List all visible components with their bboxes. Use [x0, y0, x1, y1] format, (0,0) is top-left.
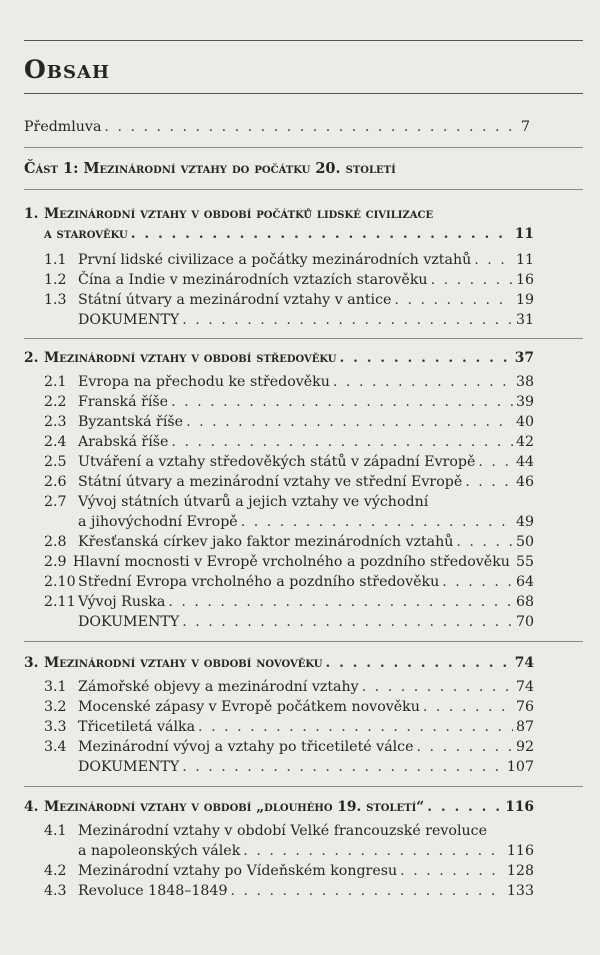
leader-dots — [104, 117, 518, 137]
entry-page: 16 — [515, 272, 534, 288]
leader-dots — [417, 737, 513, 757]
toc-entry[interactable] — [44, 881, 534, 901]
entry-page: 39 — [515, 394, 534, 410]
leader-dots — [333, 372, 513, 392]
toc-entry[interactable] — [44, 492, 534, 512]
leader-dots — [171, 432, 513, 452]
separator — [24, 189, 583, 190]
entry-number: 3.2 — [44, 699, 67, 715]
leader-dots — [325, 653, 511, 673]
entry-page: 11 — [515, 252, 534, 268]
separator — [24, 147, 583, 148]
entry-label: DOKUMENTY — [78, 614, 180, 630]
chapter-heading-2[interactable] — [24, 348, 534, 368]
leader-dots — [478, 452, 513, 472]
chapter-number: 1. — [24, 206, 39, 222]
entry-page: 38 — [515, 374, 534, 390]
entry-number: 2.8 — [44, 534, 67, 550]
chapter-heading-1[interactable] — [24, 204, 433, 224]
entry-label: Státní útvary a mezinárodní vztahy v antice — [78, 292, 392, 308]
entry-number: 4.1 — [44, 823, 67, 839]
entry-label: Evropa na přechodu ke středověku — [78, 374, 330, 390]
toc-entry[interactable] — [44, 372, 534, 392]
entry-page: 37 — [514, 350, 534, 366]
entry-page: 133 — [506, 883, 534, 899]
toc-entry[interactable] — [44, 821, 534, 841]
leader-dots — [431, 270, 513, 290]
chapter-heading-4[interactable] — [24, 797, 534, 817]
entry-label: První lidské civilizace a počátky mezinárodních vztahů — [78, 252, 472, 268]
entry-page: 31 — [515, 312, 534, 328]
entry-page: 42 — [515, 434, 534, 450]
entry-number: 2.11 — [44, 594, 76, 610]
toc-entry[interactable] — [44, 861, 534, 881]
leader-dots — [442, 572, 513, 592]
leader-dots — [198, 717, 513, 737]
entry-page: 11 — [514, 226, 534, 242]
entry-page: 76 — [515, 699, 534, 715]
entry-number: 2.6 — [44, 474, 67, 490]
toc-entry[interactable] — [44, 310, 534, 330]
toc-entry[interactable] — [44, 270, 534, 290]
entry-label: Předmluva — [24, 119, 102, 135]
entry-label: Zámořské objevy a mezinárodní vztahy — [78, 679, 359, 695]
entry-number: 1.2 — [44, 272, 67, 288]
leader-dots — [339, 348, 511, 368]
entry-label: Mezinárodní vztahy po Vídeňském kongresu — [78, 863, 398, 879]
toc-entry[interactable] — [44, 392, 534, 412]
entry-page: 40 — [515, 414, 534, 430]
page-title: Obsah — [24, 55, 110, 84]
chapter-title: Mezinárodní vztahy v období novověku — [44, 655, 323, 671]
leader-dots — [423, 697, 513, 717]
entry-number: 4.2 — [44, 863, 67, 879]
toc-entry-cont[interactable] — [44, 841, 534, 861]
entry-label: Vývoj Ruska — [78, 594, 166, 610]
entry-number: 2.7 — [44, 494, 67, 510]
chapter-heading-1-cont[interactable] — [44, 224, 534, 244]
leader-dots — [241, 512, 513, 532]
entry-label: DOKUMENTY — [78, 312, 180, 328]
entry-page: 74 — [515, 679, 534, 695]
chapter-title: Mezinárodní vztahy v období „dlouhého 19. století“ — [44, 799, 425, 815]
entry-page: 46 — [515, 474, 534, 490]
entry-number: 2.1 — [44, 374, 67, 390]
toc-entry[interactable] — [44, 612, 534, 632]
entry-number: 1.1 — [44, 252, 67, 268]
leader-dots — [362, 677, 513, 697]
leader-dots — [394, 290, 513, 310]
toc-entry[interactable] — [44, 737, 534, 757]
part-heading — [24, 159, 396, 179]
entry-page: 116 — [505, 799, 534, 815]
toc-entry[interactable] — [44, 532, 534, 552]
entry-label: Hlavní mocnosti v Evropě vrcholného a pozdního středověku — [72, 554, 510, 570]
entry-page: 64 — [515, 574, 534, 590]
leader-dots — [182, 310, 513, 330]
entry-page: 74 — [514, 655, 534, 671]
toc-entry[interactable] — [44, 592, 534, 612]
entry-label: Třicetiletá válka — [78, 719, 196, 735]
entry-number: 3.1 — [44, 679, 67, 695]
toc-entry[interactable] — [44, 552, 534, 572]
leader-dots — [182, 612, 513, 632]
entry-label: DOKUMENTY — [78, 759, 180, 775]
toc-entry-foreword[interactable] — [24, 117, 530, 137]
entry-label: Mezinárodní vztahy v období Velké francouzské revoluce — [78, 823, 487, 839]
entry-label: Byzantská říše — [78, 414, 184, 430]
entry-label: a jihovýchodní Evropě — [78, 514, 238, 530]
toc-entry-cont[interactable] — [44, 512, 534, 532]
entry-label: Mezinárodní vývoj a vztahy po třicetileté válce — [78, 739, 414, 755]
entry-page: 50 — [515, 534, 534, 550]
toc-entry[interactable] — [44, 412, 534, 432]
entry-page: 44 — [515, 454, 534, 470]
toc-entry[interactable] — [44, 250, 534, 270]
entry-number: 3.3 — [44, 719, 67, 735]
toc-entry[interactable] — [44, 677, 534, 697]
entry-number: 2.4 — [44, 434, 67, 450]
chapter-number: 4. — [24, 799, 39, 815]
entry-page: 68 — [515, 594, 534, 610]
leader-dots — [400, 861, 504, 881]
entry-number: 3.4 — [44, 739, 67, 755]
chapter-number: 2. — [24, 350, 39, 366]
separator — [24, 338, 583, 339]
leader-dots — [171, 392, 513, 412]
leader-dots — [427, 797, 502, 817]
entry-label: Utváření a vztahy středověkých států v západní Evropě — [78, 454, 476, 470]
separator — [24, 641, 583, 642]
separator — [24, 786, 583, 787]
entry-page: 7 — [520, 119, 530, 135]
toc-entry[interactable] — [44, 432, 534, 452]
entry-number: 2.5 — [44, 454, 67, 470]
entry-page: 49 — [515, 514, 534, 530]
chapter-title: Mezinárodní vztahy v období středověku — [44, 350, 337, 366]
entry-label: Mocenské zápasy v Evropě počátkem novověku — [78, 699, 420, 715]
entry-label: Čína a Indie v mezinárodních vztazích starověku — [78, 272, 428, 288]
entry-page: 107 — [506, 759, 534, 775]
entry-label: Revoluce 1848–1849 — [78, 883, 228, 899]
part-label: Část 1: Mezinárodní vztahy do počátku 20. století — [24, 160, 396, 177]
entry-page: 92 — [515, 739, 534, 755]
entry-page: 19 — [515, 292, 534, 308]
toc-entry[interactable] — [44, 572, 534, 592]
entry-number: 2.3 — [44, 414, 67, 430]
toc-entry[interactable] — [44, 290, 534, 310]
chapter-number: 3. — [24, 655, 39, 671]
entry-number: 2.9 — [44, 554, 67, 570]
entry-number: 2.10 — [44, 574, 76, 590]
entry-label: a napoleonských válek — [78, 843, 241, 859]
leader-dots — [131, 224, 512, 244]
entry-label: Franská říše — [78, 394, 169, 410]
entry-number: 1.3 — [44, 292, 67, 308]
entry-page: 70 — [515, 614, 534, 630]
title-rule — [24, 93, 583, 94]
entry-page: 87 — [515, 719, 534, 735]
toc-entry[interactable] — [44, 472, 534, 492]
toc-entry[interactable] — [44, 757, 534, 777]
toc-entry[interactable] — [44, 452, 534, 472]
chapter-heading-3[interactable] — [24, 653, 534, 673]
entry-label: Střední Evropa vrcholného a pozdního středověku — [78, 574, 440, 590]
leader-dots — [474, 250, 513, 270]
entry-label: Státní útvary a mezinárodní vztahy ve střední Evropě — [78, 474, 463, 490]
leader-dots — [186, 412, 513, 432]
entry-page: 116 — [506, 843, 534, 859]
leader-dots — [168, 592, 513, 612]
chapter-title-cont: a starověku — [44, 226, 128, 242]
leader-dots — [243, 841, 504, 861]
chapter-title: Mezinárodní vztahy v období počátků lidské civilizace — [44, 206, 434, 222]
entry-label: Vývoj státních útvarů a jejich vztahy ve východní — [78, 494, 429, 510]
leader-dots — [456, 532, 513, 552]
leader-dots — [230, 881, 503, 901]
entry-label: Křesťanská církev jako faktor mezinárodních vztahů — [78, 534, 454, 550]
toc-entry[interactable] — [44, 697, 534, 717]
top-rule — [24, 40, 583, 41]
entry-page: 55 — [515, 554, 534, 570]
leader-dots — [182, 757, 504, 777]
entry-page: 128 — [506, 863, 534, 879]
entry-number: 2.2 — [44, 394, 67, 410]
toc-entry[interactable] — [44, 717, 534, 737]
entry-number: 4.3 — [44, 883, 67, 899]
entry-label: Arabská říše — [78, 434, 169, 450]
leader-dots — [465, 472, 513, 492]
